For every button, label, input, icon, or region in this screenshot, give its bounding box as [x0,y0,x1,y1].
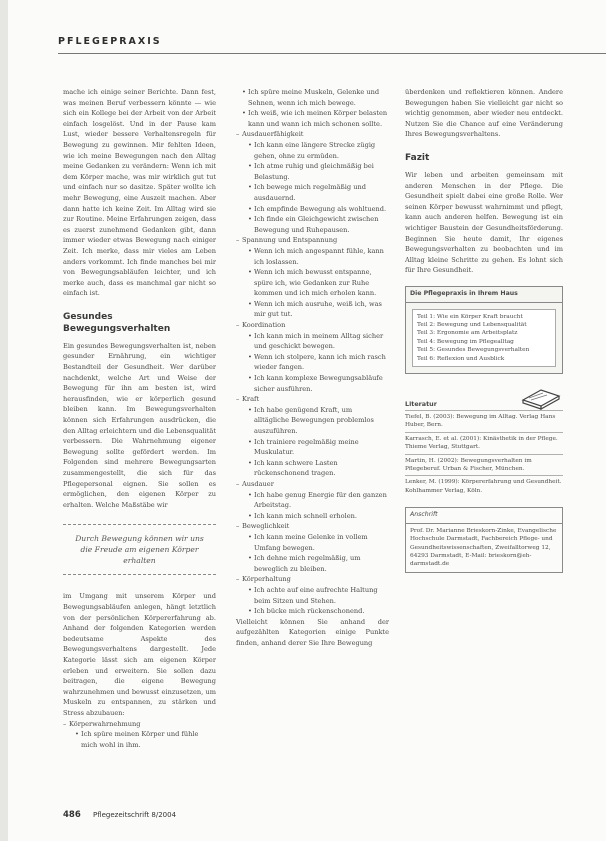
paragraph: Ein gesundes Bewegungsverhalten ist, neben gesunder Ernährung, ein wichtiger Bestandteil der Gesundheit. Wer darüber nachdenkt, welche Art und Weise der Bewegung für ihn am besten ist, wird herausfinden, wie er körperlich gesund bleiben kann. Im Bewegungsverhalten können sich Erfahrungen ausdrücken, die den Alltag erleichtern und die Lebensqualität verbessern. Die Wahrnehmung eigener Bewegung sollte gefördert werden. Im Folgenden sind mehrere Bewegungsarten zusammengestellt, die sich für das Pflegepersonal eignen. Sie sollen es ermöglichen, den eigenen Körper zu erhalten. Welche Maßstäbe wir [63,341,216,509]
series-item: Teil 3: Ergonomie am Arbeitsplatz [417,330,518,337]
category-group [236,521,389,574]
section-heading: Fazit [405,152,430,163]
series-item: Teil 6: Reflexion und Ausblick [417,355,505,362]
list-item: • Ich achte auf eine aufrechte Haltung beim Sitzen und Stehen. [248,585,389,606]
list-item: • Wenn ich stolpere, kann ich mich rasch wieder fangen. [248,352,389,373]
list-item: • Ich kann mich in meinem Alltag sicher und geschickt bewegen. [248,331,389,352]
list-item [236,320,389,394]
list-item: • Ich kann schwere Lasten rückenschonend tragen. [248,458,389,479]
list-item: • Ich kann eine längere Strecke zügig gehen, ohne zu ermüden. [248,140,389,161]
list-heading: Körperwahrnehmung [69,719,141,728]
literature-header [405,382,563,410]
literature-title: Literatur [405,400,437,409]
sub-list [242,532,389,574]
category-group [236,129,389,235]
list-item: • Ich weiß, wie ich meinen Körper belasten kann und wann ich mich schonen sollte. [242,108,389,129]
sub-list [236,87,389,129]
list-item: • Ich habe genug Energie für den ganzen Arbeitstag. [248,490,389,511]
page-number: 486 [63,810,81,820]
sub-list [242,490,389,522]
series-item: Teil 1: Wie ein Körper Kraft braucht [417,313,523,320]
sub-list [242,140,389,235]
list-item: • Ich kann komplexe Bewegungsabläufe sicher ausführen. [248,373,389,394]
sub-list [242,246,389,320]
paragraph: Wir leben und arbeiten gemeinsam mit anderen Menschen in der Pflege. Die Gesundheit spielt dabei eine große Rolle. Wer seinen Körper bewusst wahrnimmt und pflegt, kann auch anderen helfen. Bewegung ist ein wichtiger Baustein der Gesundheitsförderung. Beginnen Sie heute damit, Ihr eigenes Bewegungsverhalten zu beobachten und im Alltag kleine Schritte zu gehen. Es lohnt sich für Ihre Gesundheit. [405,170,563,275]
list-item: • Ich spüre meinen Körper und fühle mich wohl in ihm. [75,729,216,750]
list-heading: Koordination [242,321,286,330]
paragraph: Vielleicht können Sie anhand der aufgezählten Kategorien einige Punkte finden, anhand derer Sie Ihre Bewegung [236,617,389,647]
category-list [63,719,216,751]
literature-item: Martin, H. (2002): Bewegungsverhalten im Pflegeberuf. Urban & Fischer, München. [405,454,563,476]
list-item: • Ich trainiere regelmäßig meine Muskulatur. [248,437,389,458]
column-2 [236,87,389,648]
category-group [236,574,389,616]
sub-list [242,331,389,395]
pull-quote: Durch Bewegung können wir uns die Freude am eigenen Körper erhalten [63,524,216,575]
list-item: • Ich kann mich schnell erholen. [248,511,389,522]
list-heading: Spannung und Entspannung [242,236,338,245]
series-box-title: Die Pflegepraxis in Ihrem Haus [406,287,562,303]
journal-issue: Pflegezeitschrift 8/2004 [92,811,177,819]
category-group [236,479,389,521]
list-heading: Beweglichkeit [242,522,290,531]
section-header: PFLEGEPRAXIS [58,36,162,47]
series-item: Teil 2: Bewegung und Lebensqualität [417,321,527,328]
list-heading: Ausdauer [242,479,274,488]
list-item [236,574,389,616]
literature-list [405,410,563,497]
header-rule [58,53,606,54]
series-box-list [412,309,556,367]
list-item: • Ich dehne mich regelmäßig, um beweglich zu bleiben. [248,553,389,574]
list-heading: Kraft [242,395,260,404]
list-item: • Ich finde ein Gleichgewicht zwischen Bewegung und Ruhepausen. [248,214,389,235]
list-item: • Wenn ich mich angespannt fühle, kann ich loslassen. [248,246,389,267]
series-item: Teil 4: Bewegung im Pflegealltag [417,338,514,345]
author-box-title: Anschrift [406,508,562,524]
list-item: • Ich empfinde Bewegung als wohltuend. [248,204,389,215]
category-list [236,87,389,617]
list-item: • Wenn ich mich ausruhe, weiß ich, was mir gut tut. [248,299,389,320]
literature-item: Tiefel, B. (2003): Bewegung im Alltag. Verlag Hans Huber, Bern. [405,410,563,432]
list-item: • Ich habe genügend Kraft, um alltägliche Bewegungen problemlos auszuführen. [248,405,389,437]
sub-list [242,585,389,617]
category-group [236,394,389,479]
book-icon [519,382,563,410]
category-group [236,235,389,320]
list-heading: Ausdauerfähigkeit [242,130,304,139]
list-item [236,129,389,235]
page-footer [63,810,463,822]
column-1 [63,87,216,750]
series-item: Teil 5: Gesundes Bewegungsverhalten [417,347,530,354]
column-3 [405,87,563,573]
list-item [236,521,389,574]
list-item: • Ich kann meine Gelenke in vollem Umfang bewegen. [248,532,389,553]
section-heading: Gesundes Bewegungsverhalten [63,311,171,334]
list-item: • Wenn ich mich bewusst entspanne, spüre ich, wie Gedanken zur Ruhe kommen und ich mich erholen kann. [248,267,389,299]
category-group [236,320,389,394]
binding-edge [0,0,8,841]
list-item: • Ich spüre meine Muskeln, Gelenke und Sehnen, wenn ich mich bewege. [242,87,389,108]
literature-item: Karrasch, E. et al. (2001): Kinästhetik in der Pflege. Thieme Verlag, Stuttgart. [405,432,563,454]
list-item: • Ich bewege mich regelmäßig und ausdauernd. [248,182,389,203]
author-address: Prof. Dr. Marianne Brieskorn-Zinke, Evangelische Hochschule Darmstadt, Fachbereich Pflege- und Gesundheitswissenschaften, Zweifalltorweg 12, 64293 Darmstadt, E-Mail: brieskorn@eh-darmstadt.de [410,527,557,568]
list-item [63,719,216,751]
paragraph: im Umgang mit unserem Körper und Bewegungsabläufen anlegen, hängt letztlich von der persönlichen Körpererfahrung ab. Anhand der folgenden Kategorien werden bedeutsame Aspekte des Bewegungsverhaltens dargestellt. Jede Kategorie lässt sich am eigenen Körper erleben und erweitern. Sie sollen dazu beitragen, die eigene Bewegung wahrzunehmen und bewusst einzusetzen, um Muskeln zu entspannen, zu stärken und Stress abzubauen: [63,592,216,717]
paragraph: überdenken und reflektieren können. Andere Bewegungen haben Sie vielleicht gar nicht so wichtig genommen, aber wieder neu entdeckt. Nutzen Sie die Chance auf eine Veränderung Ihres Bewegungsverhaltens. [405,88,563,139]
author-box [405,507,563,573]
list-item [236,479,389,521]
list-item: • Ich atme ruhig und gleichmäßig bei Belastung. [248,161,389,182]
list-item [236,394,389,479]
sub-list [69,729,216,750]
literature-section [405,382,563,497]
sub-list [242,405,389,479]
list-heading: Körperhaltung [242,575,291,584]
list-item: • Ich bücke mich rückenschonend. [248,606,389,617]
series-box [405,286,563,374]
literature-item: Lenker, M. (1999): Körpererfahrung und Gesundheit. Kohlhammer Verlag, Köln. [405,475,563,497]
list-item [236,235,389,320]
paragraph: mache ich einige seiner Berichte. Dann fest, was meinen Beruf verbessern könnte — wie sich ein Kollege bei der Arbeit von der Arbeit einfach losgelöst. Und in der Pause kam Lust, wieder bessere Verhaltensregeln für Bewegung zu gewinnen. Mir fehlten Ideen, wie ich meine Bewegungen nach den Alltag meine Gedanken zu verändern: Wenn ich mit dem Körper mache, was mir wirklich gut tut und einfach nur so dasitze. Später wollte ich mehr Bewegung, eine Auszeit machen. Aber dann hatte ich keine Zeit. Im Alltag wird sie zur Routine. Meine Erfahrungen zeigen, dass es zuerst zunehmend Gedanken gibt, dann immer wieder etwas Bewegung nach einiger Zeit. Ich merke, dass mir vieles am Leben anders vorkommt. Ich finde manches bei mir von Bewegungsabläufen leichter, und ich merke auch, dass es manchmal gar nicht so einfach ist. [63,88,216,298]
